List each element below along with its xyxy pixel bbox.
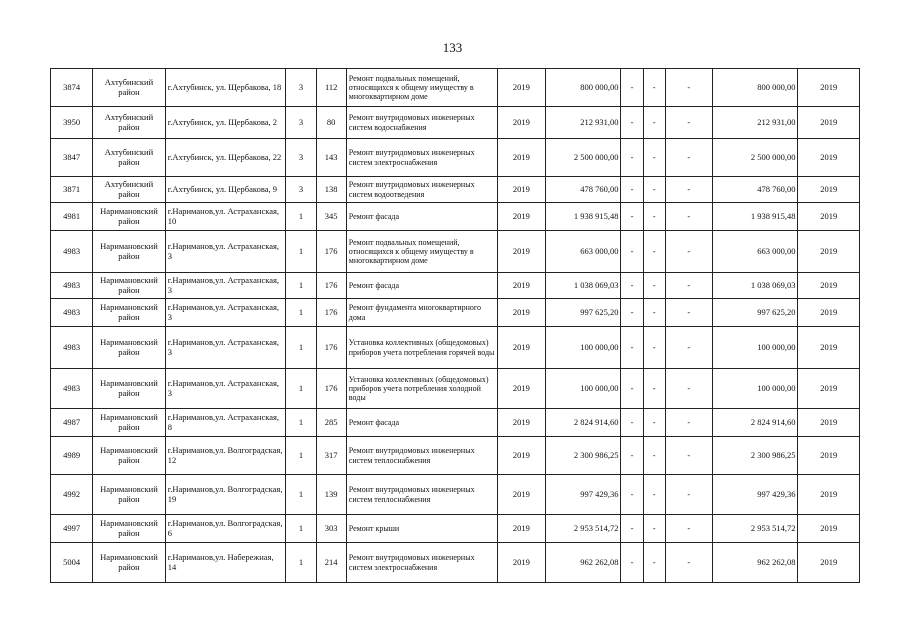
column-a-value: 3	[286, 139, 316, 177]
row-id: 4981	[51, 203, 93, 231]
dash-1: -	[621, 437, 643, 475]
dash-1: -	[621, 273, 643, 299]
dash-2: -	[643, 231, 665, 273]
address: г.Нариманов,ул. Астраханская, 3	[165, 231, 286, 273]
row-id: 4983	[51, 327, 93, 369]
work-type: Ремонт внутридомовых инженерных систем электроснабжения	[346, 139, 497, 177]
total-amount: 2 824 914,60	[712, 409, 798, 437]
table-row	[51, 203, 860, 231]
address: г.Нариманов,ул. Астраханская, 3	[165, 299, 286, 327]
cost-amount: 800 000,00	[545, 69, 620, 107]
table-row	[51, 409, 860, 437]
column-b-value: 176	[316, 327, 346, 369]
work-type: Ремонт фасада	[346, 409, 497, 437]
work-type: Ремонт подвальных помещений, относящихся к общему имуществу в многоквартирном доме	[346, 231, 497, 273]
completion-year: 2019	[798, 369, 860, 409]
district-name: Наримановский район	[93, 437, 165, 475]
work-type: Ремонт внутридомовых инженерных систем теплоснабжения	[346, 437, 497, 475]
column-a-value: 1	[286, 475, 316, 515]
completion-year: 2019	[798, 543, 860, 583]
dash-3: -	[665, 231, 712, 273]
work-type: Ремонт подвальных помещений, относящихся к общему имуществу в многоквартирном доме	[346, 69, 497, 107]
cost-amount: 478 760,00	[545, 177, 620, 203]
work-type: Установка коллективных (общедомовых) приборов учета потребления холодной воды	[346, 369, 497, 409]
dash-2: -	[643, 327, 665, 369]
column-b-value: 139	[316, 475, 346, 515]
cost-amount: 962 262,08	[545, 543, 620, 583]
total-amount: 1 938 915,48	[712, 203, 798, 231]
work-type: Ремонт внутридомовых инженерных систем электроснабжения	[346, 543, 497, 583]
completion-year: 2019	[798, 69, 860, 107]
row-id: 4997	[51, 515, 93, 543]
row-id: 4983	[51, 273, 93, 299]
district-name: Наримановский район	[93, 515, 165, 543]
table-row	[51, 177, 860, 203]
row-id: 4983	[51, 231, 93, 273]
row-id: 3874	[51, 69, 93, 107]
year: 2019	[497, 369, 545, 409]
address: г.Нариманов,ул. Астраханская, 3	[165, 273, 286, 299]
dash-2: -	[643, 369, 665, 409]
address: г.Ахтубинск, ул. Щербакова, 18	[165, 69, 286, 107]
dash-3: -	[665, 437, 712, 475]
dash-1: -	[621, 515, 643, 543]
total-amount: 100 000,00	[712, 369, 798, 409]
column-a-value: 1	[286, 543, 316, 583]
work-type: Ремонт фундамента многоквартирного дома	[346, 299, 497, 327]
page-number: 133	[442, 40, 463, 55]
address: г.Ахтубинск, ул. Щербакова, 2	[165, 107, 286, 139]
address: г.Нариманов,ул. Астраханская, 3	[165, 327, 286, 369]
year: 2019	[497, 437, 545, 475]
cost-amount: 997 625,20	[545, 299, 620, 327]
district-name: Наримановский район	[93, 231, 165, 273]
dash-3: -	[665, 475, 712, 515]
district-name: Ахтубинский район	[93, 177, 165, 203]
dash-3: -	[665, 299, 712, 327]
district-name: Наримановский район	[93, 369, 165, 409]
works-table	[50, 68, 860, 583]
column-b-value: 138	[316, 177, 346, 203]
year: 2019	[497, 69, 545, 107]
cost-amount: 2 500 000,00	[545, 139, 620, 177]
column-b-value: 214	[316, 543, 346, 583]
dash-3: -	[665, 139, 712, 177]
total-amount: 997 625,20	[712, 299, 798, 327]
table-row	[51, 437, 860, 475]
total-amount: 997 429,36	[712, 475, 798, 515]
dash-3: -	[665, 409, 712, 437]
dash-3: -	[665, 177, 712, 203]
table-row	[51, 475, 860, 515]
column-a-value: 1	[286, 203, 316, 231]
dash-2: -	[643, 409, 665, 437]
column-b-value: 176	[316, 273, 346, 299]
dash-1: -	[621, 475, 643, 515]
work-type: Ремонт фасада	[346, 273, 497, 299]
address: г.Нариманов,ул. Волгоградская, 12	[165, 437, 286, 475]
row-id: 4983	[51, 369, 93, 409]
cost-amount: 2 300 986,25	[545, 437, 620, 475]
completion-year: 2019	[798, 139, 860, 177]
address: г.Нариманов,ул. Астраханская, 8	[165, 409, 286, 437]
address: г.Нариманов,ул. Волгоградская, 6	[165, 515, 286, 543]
year: 2019	[497, 515, 545, 543]
dash-1: -	[621, 203, 643, 231]
completion-year: 2019	[798, 273, 860, 299]
total-amount: 800 000,00	[712, 69, 798, 107]
table-row	[51, 69, 860, 107]
column-b-value: 317	[316, 437, 346, 475]
year: 2019	[497, 139, 545, 177]
district-name: Наримановский район	[93, 475, 165, 515]
work-type: Ремонт крыши	[346, 515, 497, 543]
completion-year: 2019	[798, 299, 860, 327]
column-a-value: 1	[286, 231, 316, 273]
column-a-value: 1	[286, 515, 316, 543]
row-id: 3871	[51, 177, 93, 203]
table-row	[51, 107, 860, 139]
year: 2019	[497, 273, 545, 299]
column-b-value: 345	[316, 203, 346, 231]
dash-1: -	[621, 409, 643, 437]
total-amount: 2 500 000,00	[712, 139, 798, 177]
total-amount: 212 931,00	[712, 107, 798, 139]
column-a-value: 3	[286, 107, 316, 139]
district-name: Ахтубинский район	[93, 69, 165, 107]
district-name: Наримановский район	[93, 203, 165, 231]
column-a-value: 1	[286, 369, 316, 409]
district-name: Ахтубинский район	[93, 139, 165, 177]
address: г.Нариманов,ул. Астраханская, 3	[165, 369, 286, 409]
column-b-value: 303	[316, 515, 346, 543]
dash-2: -	[643, 543, 665, 583]
completion-year: 2019	[798, 437, 860, 475]
work-type: Ремонт внутридомовых инженерных систем водоотведения	[346, 177, 497, 203]
dash-3: -	[665, 273, 712, 299]
column-a-value: 1	[286, 409, 316, 437]
year: 2019	[497, 299, 545, 327]
dash-3: -	[665, 69, 712, 107]
dash-3: -	[665, 515, 712, 543]
year: 2019	[497, 327, 545, 369]
completion-year: 2019	[798, 409, 860, 437]
completion-year: 2019	[798, 107, 860, 139]
completion-year: 2019	[798, 327, 860, 369]
table-row	[51, 139, 860, 177]
cost-amount: 212 931,00	[545, 107, 620, 139]
table-body	[51, 69, 860, 583]
column-a-value: 1	[286, 437, 316, 475]
row-id: 3950	[51, 107, 93, 139]
dash-1: -	[621, 327, 643, 369]
dash-2: -	[643, 515, 665, 543]
work-type: Установка коллективных (общедомовых) приборов учета потребления горячей воды	[346, 327, 497, 369]
cost-amount: 997 429,36	[545, 475, 620, 515]
address: г.Нариманов,ул. Набережная, 14	[165, 543, 286, 583]
row-id: 5004	[51, 543, 93, 583]
year: 2019	[497, 177, 545, 203]
row-id: 4987	[51, 409, 93, 437]
address: г.Ахтубинск, ул. Щербакова, 22	[165, 139, 286, 177]
cost-amount: 2 953 514,72	[545, 515, 620, 543]
cost-amount: 100 000,00	[545, 327, 620, 369]
year: 2019	[497, 475, 545, 515]
table-row	[51, 273, 860, 299]
column-a-value: 1	[286, 299, 316, 327]
work-type: Ремонт внутридомовых инженерных систем теплоснабжения	[346, 475, 497, 515]
total-amount: 962 262,08	[712, 543, 798, 583]
dash-2: -	[643, 299, 665, 327]
year: 2019	[497, 107, 545, 139]
dash-2: -	[643, 203, 665, 231]
total-amount: 100 000,00	[712, 327, 798, 369]
table-row	[51, 327, 860, 369]
district-name: Наримановский район	[93, 299, 165, 327]
address: г.Нариманов,ул. Астраханская, 10	[165, 203, 286, 231]
district-name: Ахтубинский район	[93, 107, 165, 139]
cost-amount: 2 824 914,60	[545, 409, 620, 437]
dash-2: -	[643, 139, 665, 177]
total-amount: 1 038 069,03	[712, 273, 798, 299]
total-amount: 2 300 986,25	[712, 437, 798, 475]
completion-year: 2019	[798, 231, 860, 273]
row-id: 4989	[51, 437, 93, 475]
column-b-value: 176	[316, 299, 346, 327]
dash-2: -	[643, 107, 665, 139]
dash-1: -	[621, 299, 643, 327]
column-b-value: 112	[316, 69, 346, 107]
row-id: 4983	[51, 299, 93, 327]
dash-1: -	[621, 543, 643, 583]
column-b-value: 285	[316, 409, 346, 437]
completion-year: 2019	[798, 203, 860, 231]
column-b-value: 80	[316, 107, 346, 139]
table-row	[51, 543, 860, 583]
work-type: Ремонт фасада	[346, 203, 497, 231]
work-type: Ремонт внутридомовых инженерных систем водоснабжения	[346, 107, 497, 139]
dash-1: -	[621, 139, 643, 177]
dash-3: -	[665, 369, 712, 409]
row-id: 3847	[51, 139, 93, 177]
cost-amount: 663 000,00	[545, 231, 620, 273]
row-id: 4992	[51, 475, 93, 515]
dash-1: -	[621, 369, 643, 409]
table-row	[51, 369, 860, 409]
table-row	[51, 515, 860, 543]
column-a-value: 3	[286, 69, 316, 107]
year: 2019	[497, 409, 545, 437]
dash-2: -	[643, 177, 665, 203]
district-name: Наримановский район	[93, 273, 165, 299]
district-name: Наримановский район	[93, 409, 165, 437]
year: 2019	[497, 203, 545, 231]
column-b-value: 176	[316, 369, 346, 409]
district-name: Наримановский район	[93, 327, 165, 369]
dash-3: -	[665, 107, 712, 139]
dash-2: -	[643, 437, 665, 475]
dash-3: -	[665, 203, 712, 231]
total-amount: 478 760,00	[712, 177, 798, 203]
district-name: Наримановский район	[93, 543, 165, 583]
address: г.Нариманов,ул. Волгоградская, 19	[165, 475, 286, 515]
cost-amount: 1 938 915,48	[545, 203, 620, 231]
dash-1: -	[621, 231, 643, 273]
address: г.Ахтубинск, ул. Щербакова, 9	[165, 177, 286, 203]
dash-1: -	[621, 69, 643, 107]
table-row	[51, 299, 860, 327]
completion-year: 2019	[798, 475, 860, 515]
year: 2019	[497, 231, 545, 273]
cost-amount: 100 000,00	[545, 369, 620, 409]
table-row	[51, 231, 860, 273]
dash-2: -	[643, 475, 665, 515]
dash-2: -	[643, 69, 665, 107]
dash-3: -	[665, 543, 712, 583]
column-a-value: 1	[286, 327, 316, 369]
cost-amount: 1 038 069,03	[545, 273, 620, 299]
completion-year: 2019	[798, 177, 860, 203]
total-amount: 2 953 514,72	[712, 515, 798, 543]
total-amount: 663 000,00	[712, 231, 798, 273]
dash-2: -	[643, 273, 665, 299]
column-b-value: 176	[316, 231, 346, 273]
dash-1: -	[621, 177, 643, 203]
dash-3: -	[665, 327, 712, 369]
column-b-value: 143	[316, 139, 346, 177]
completion-year: 2019	[798, 515, 860, 543]
dash-1: -	[621, 107, 643, 139]
year: 2019	[497, 543, 545, 583]
column-a-value: 3	[286, 177, 316, 203]
column-a-value: 1	[286, 273, 316, 299]
